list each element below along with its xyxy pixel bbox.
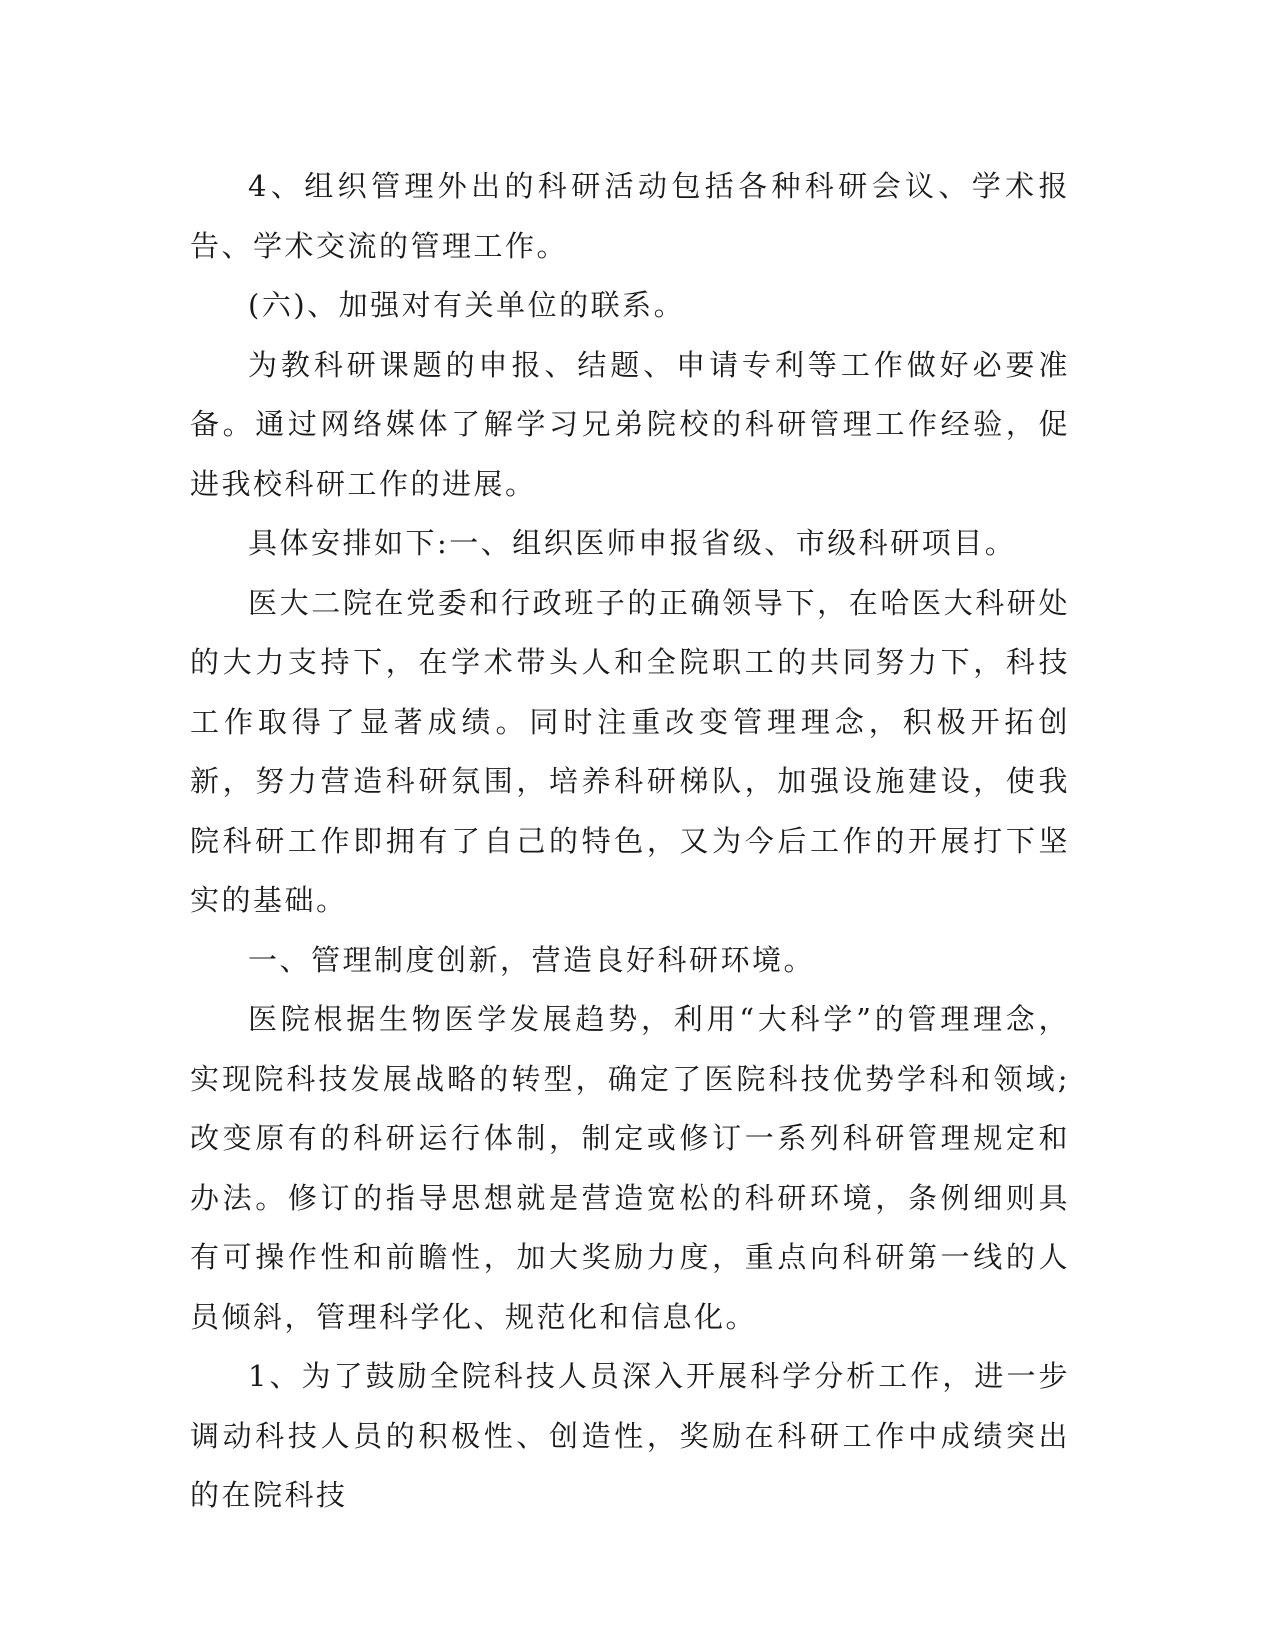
- paragraph-management-innovation: 医院根据生物医学发展趋势，利用“大科学”的管理理念，实现院科技发展战略的转型，确定了医院科技优势学科和领域;改变原有的科研运行体制，制定或修订一系列科研管理规定和办法。修订的指导思想就是营造宽松的科研环境，条例细则具有可操作性和前瞻性，加大奖励力度，重点向科研第一线的人员倾斜，管理科学化、规范化和信息化。: [190, 1002, 1070, 1334]
- paragraph-preparation: 为教科研课题的申报、结题、申请专利等工作做好必要准备。通过网络媒体了解学习兄弟院校的科研管理工作经验，促进我校科研工作的进展。: [190, 347, 1070, 501]
- paragraph-item-1: 1、为了鼓励全院科技人员深入开展科学分析工作，进一步调动科技人员的积极性、创造性，奖励在科研工作中成绩突出的在院科技: [190, 1359, 1070, 1512]
- paragraph-hospital-achievements: 医大二院在党委和行政班子的正确领导下，在哈医大科研处的大力支持下，在学术带头人和全院职工的共同努力下，科技工作取得了显著成绩。同时注重改变管理理念，积极开拓创新，努力营造科研氛围，培养科研梯队，加强设施建设，使我院科研工作即拥有了自己的特色，又为今后工作的开展打下坚实的基础。: [190, 585, 1070, 917]
- document-body: [190, 157, 1070, 1526]
- paragraph-arrangement: 具体安排如下:一、组织医师申报省级、市级科研项目。: [248, 526, 1017, 560]
- paragraph-section-6-heading: (六)、加强对有关单位的联系。: [248, 288, 686, 322]
- paragraph-section-1-heading: 一、管理制度创新，营造良好科研环境。: [248, 942, 816, 977]
- paragraph-item-4: 4、组织管理外出的科研活动包括各种科研会议、学术报告、学术交流的管理工作。: [190, 169, 1070, 263]
